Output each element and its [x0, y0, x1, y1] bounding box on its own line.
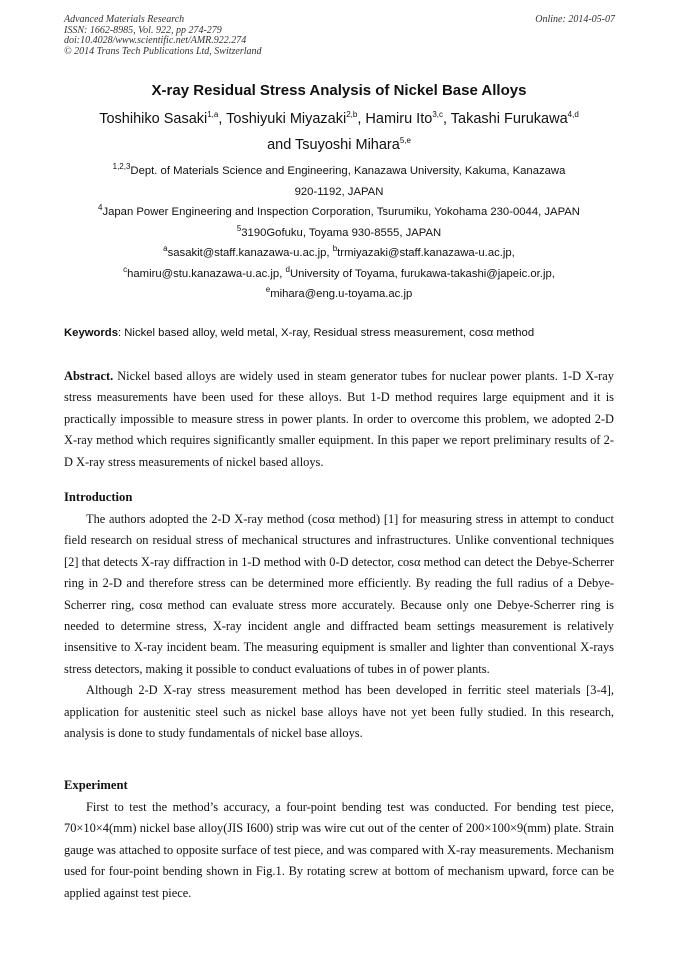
online-date: Online: 2014-05-07 [535, 14, 615, 25]
doi-line: doi:10.4028/www.scientific.net/AMR.922.274 [64, 35, 247, 46]
paragraph: First to test the method’s accuracy, a four-point bending test was conducted. For bending test piece, 70×10×4(mm) nickel base alloy(JIS I600) strip was wire cut out of the center of 200×100×9(mm) plate. Strain gauge was attached to opposite surface of test piece, and was compared with X-ray measurements. Mechanism used for four-point bending shown in Fig.1. By rotating screw at bottom of mechanism upward, force can be applied against test piece. [64, 800, 614, 900]
issn-line: ISSN: 1662-8985, Vol. 922, pp 274-279 [64, 24, 222, 36]
paragraph: Although 2-D X-ray stress measurement method has been developed in ferritic steel materials [3-4], application for austenitic steel such as nickel base alloys have not yet been fully studied. In this research, analysis is done to study fundamentals of nickel base alloys. [64, 683, 614, 741]
abstract [64, 366, 614, 473]
experiment-heading: Experiment [64, 778, 128, 792]
copyright-line: © 2014 Trans Tech Publications Ltd, Switzerland [64, 45, 262, 57]
author-name: Hamiru Ito [365, 111, 433, 127]
author-joiner: and [267, 137, 292, 153]
author-name: Tsuyoshi Mihara [295, 137, 400, 153]
email-link[interactable]: hamiru@stu.kanazawa-u.ac.jp, [127, 267, 283, 280]
email-link[interactable]: trmiyazaki@staff.kanazawa-u.ac.jp, [337, 247, 515, 259]
email-link[interactable]: University of Toyama, furukawa-takashi@japeic.or.jp, [289, 267, 555, 280]
email-line: $^a$sasakit@staff.kanazawa-u.ac.jp, $^b$trmiyazaki@staff.kanazawa-u.ac.jp, [163, 244, 515, 259]
keywords [64, 327, 624, 339]
author-sup: 2,b [346, 110, 358, 120]
affiliation-line: 920-1192, JAPAN [294, 185, 384, 198]
paragraph: The authors adopted the 2-D X-ray method (cosα method) [1] for measuring stress in attempt to conduct field research on residual stress of mechanical structures and infrastructures. Unlike conventional techniques [2] that detects X-ray diffraction in 1-D method with 0-D detector, cosα method can detect the Debye-Scherrer ring in 2-D and therefore stress can be determined more efficiently. By reading the full radius of a Debye-Scherrer ring, cosα method can evaluate stress more accurately. Because only one Debye-Scherrer ring is needed to determine stress, X-ray incident angle and diffracted beam settings measurement is relatively insensitive to X-ray incident beam. The measuring equipment is smaller and lighter than conventional X-rays stress detectors, making it possible to conduct evaluations of tubes in of power plants. [64, 512, 614, 676]
author-list: Toshihiko Sasaki$^{1,a}$, Toshiyuki Miyazaki$^{2,b}$, Hamiru Ito$^{3,c}$, Takashi Furukawa$^{4,d}$ and Tsuyoshi Mihara$^{5,e}$ [99, 110, 579, 153]
author-name: Takashi Furukawa [450, 111, 568, 127]
author-sup: 4,d [567, 110, 579, 120]
introduction-body [64, 509, 614, 744]
affiliation-line: $^{1,2,3}$Dept. of Materials Science and Engineering, Kanazawa University, Kakuma, Kanazawa [112, 162, 566, 177]
email-line: $^e$mihara@eng.u-toyama.ac.jp [265, 285, 413, 300]
email-link[interactable]: mihara@eng.u-toyama.ac.jp [270, 288, 413, 300]
author-sup: 3,c [432, 110, 443, 120]
journal-header [64, 15, 262, 57]
keywords-text: : Nickel based alloy, weld metal, X-ray, Residual stress measurement, cosα method [118, 327, 535, 339]
keywords-label: Keywords [64, 327, 118, 339]
author-sup: 5,e [399, 136, 411, 146]
journal-name: Advanced Materials Research [64, 14, 185, 25]
experiment-body [64, 797, 614, 904]
abstract-text: Nickel based alloys are widely used in steam generator tubes for nuclear power plants. 1-D X-ray stress measurements have been used for these alloys. But 1-D method requires large equipment and it is practically impossible to measure stress in power plants. In order to overcome this problem, we adopted 2-D X-ray method which requires significantly smaller equipment. In this paper we report preliminary results of 2-D X-ray stress measurements of nickel based alloys. [64, 369, 614, 469]
abstract-label: Abstract. [64, 369, 114, 383]
paper-title: X-ray Residual Stress Analysis of Nickel Base Alloys [151, 82, 527, 99]
author-name: Toshihiko Sasaki [99, 111, 208, 127]
author-sup: 1,a [207, 110, 219, 120]
author-name: Toshiyuki Miyazaki [226, 111, 347, 127]
email-link[interactable]: sasakit@staff.kanazawa-u.ac.jp, [167, 247, 330, 259]
affiliation-line: $^4$Japan Power Engineering and Inspection Corporation, Tsurumiku, Yokohama 230-0044, JAPAN [98, 203, 580, 218]
affiliations [0, 161, 678, 305]
email-line: $^c$hamiru@stu.kanazawa-u.ac.jp, $^d$University of Toyama, furukawa-takashi@japeic.or.jp, [123, 264, 555, 280]
affiliation-line: $^5$3190Gofuku, Toyama 930-8555, JAPAN [236, 223, 442, 239]
introduction-heading: Introduction [64, 490, 133, 504]
